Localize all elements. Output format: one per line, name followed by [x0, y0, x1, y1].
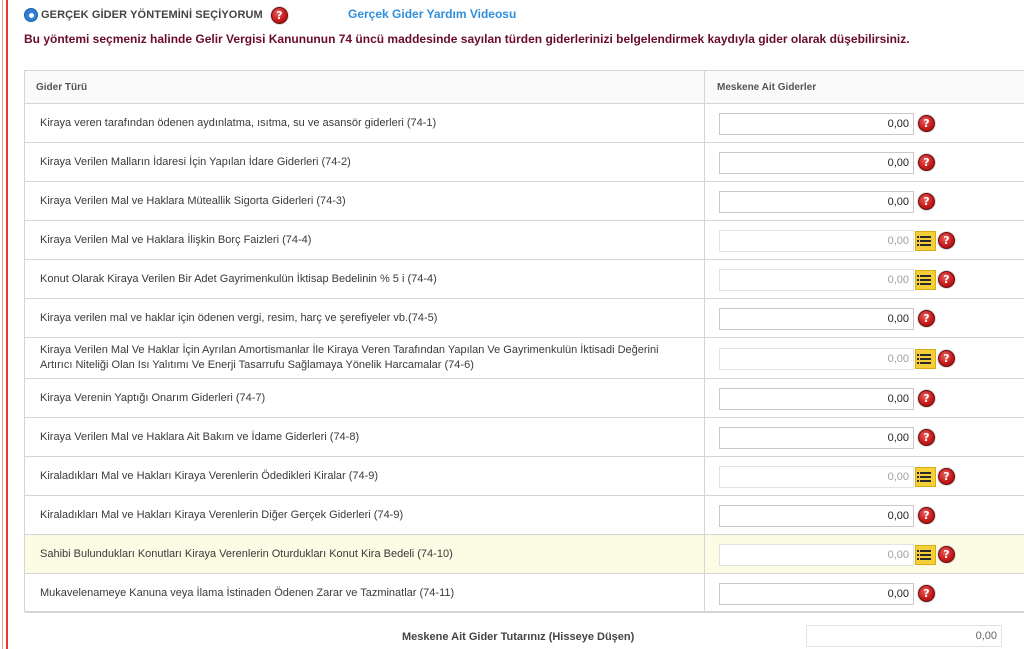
question-icon[interactable]: ?: [918, 154, 935, 171]
help-video-link[interactable]: Gerçek Gider Yardım Videosu: [348, 7, 517, 21]
amount-input[interactable]: [719, 113, 914, 135]
row-label: Sahibi Bulundukları Konutları Kiraya Verenlerin Oturdukları Konut Kira Bedeli (74-10): [40, 547, 453, 560]
question-icon[interactable]: ?: [918, 193, 935, 210]
question-icon[interactable]: ?: [938, 468, 955, 485]
table-row: [25, 418, 1024, 457]
method-header: [24, 5, 288, 25]
question-icon[interactable]: ?: [918, 585, 935, 602]
amount-input: [719, 269, 914, 291]
amount-input[interactable]: [719, 191, 914, 213]
row-label: Konut Olarak Kiraya Verilen Bir Adet Gayrimenkulün İktisap Bedelinin % 5 i (74-4): [40, 272, 437, 285]
table-row: [25, 104, 1024, 143]
list-icon[interactable]: [915, 270, 936, 290]
amount-input: [719, 466, 914, 488]
method-description: Bu yöntemi seçmeniz halinde Gelir Vergisi Kanununun 74 üncü maddesinde sayılan türden giderlerinizi belgelendirmek kaydıyla gider olarak düşebilirsiniz.: [24, 32, 910, 46]
table-row: [25, 457, 1024, 496]
amount-input[interactable]: [719, 308, 914, 330]
header-home-expenses: Meskene Ait Giderler: [717, 82, 817, 93]
amount-input: [719, 230, 914, 252]
table-row: [25, 574, 1024, 613]
row-label: Kiraya Verilen Malların İdaresi İçin Yapılan İdare Giderleri (74-2): [40, 155, 351, 168]
question-icon[interactable]: ?: [938, 271, 955, 288]
amount-input: [719, 348, 914, 370]
question-icon[interactable]: ?: [918, 507, 935, 524]
table-row: [25, 182, 1024, 221]
row-label: Mukavelenameye Kanuna veya İlama İstinaden Ödenen Zarar ve Tazminatlar (74-11): [40, 586, 455, 599]
list-icon[interactable]: [915, 231, 936, 251]
amount-input: [719, 544, 914, 566]
question-icon[interactable]: ?: [938, 350, 955, 367]
list-icon[interactable]: [915, 545, 936, 565]
row-label: Kiraya Verenin Yaptığı Onarım Giderleri (74-7): [40, 391, 266, 404]
total-amount-field: [806, 625, 1002, 647]
list-icon[interactable]: [915, 349, 936, 369]
row-label: Kiraya Verilen Mal ve Haklara Ait Bakım ve İdame Giderleri (74-8): [40, 430, 360, 443]
row-label: Kiraya Verilen Mal ve Haklara Müteallik Sigorta Giderleri (74-3): [40, 194, 346, 207]
row-label: Kiraya Verilen Mal Ve Haklar İçin Ayrılan Amortismanlar İle Kiraya Veren Tarafından Yapılan Ve Gayrimenkulün İktisadi Değerini Artırıcı Niteliği Olan Isı Yalıtımı Ve Enerji Tasarrufu Sağlamaya Yönelik Harcamalar (74-6): [40, 344, 659, 371]
left-border-rule: [0, 0, 8, 649]
table-row: [25, 379, 1024, 418]
list-icon[interactable]: [915, 467, 936, 487]
question-icon[interactable]: ?: [918, 390, 935, 407]
method-label: GERÇEK GİDER YÖNTEMİNİ SEÇİYORUM: [41, 9, 263, 21]
table-row: [25, 143, 1024, 182]
amount-input[interactable]: [719, 427, 914, 449]
table-row: [25, 299, 1024, 338]
row-label: Kiraladıkları Mal ve Hakları Kiraya Verenlerin Diğer Gerçek Giderleri (74-9): [40, 508, 404, 521]
header-expense-type: Gider Türü: [36, 82, 88, 93]
row-label: Kiraya verilen mal ve haklar için ödenen vergi, resim, harç ve şerefiyeler vb.(74-5): [40, 311, 438, 324]
table-header: [25, 71, 1024, 104]
column-divider: [704, 71, 705, 611]
question-icon[interactable]: ?: [918, 115, 935, 132]
question-icon[interactable]: ?: [918, 310, 935, 327]
amount-input[interactable]: [719, 583, 914, 605]
row-label: Kiraya Verilen Mal ve Haklara İlişkin Borç Faizleri (74-4): [40, 233, 312, 246]
table-row: [25, 338, 1024, 379]
table-row: [25, 221, 1024, 260]
table-row: [25, 260, 1024, 299]
table-row: [25, 535, 1024, 574]
question-icon[interactable]: ?: [938, 546, 955, 563]
row-label: Kiraya veren tarafından ödenen aydınlatma, ısıtma, su ve asansör giderleri (74-1): [40, 116, 437, 129]
question-icon[interactable]: ?: [918, 429, 935, 446]
expense-table: [24, 70, 1024, 612]
amount-input[interactable]: [719, 505, 914, 527]
amount-input[interactable]: [719, 152, 914, 174]
table-row: [25, 496, 1024, 535]
method-radio-button[interactable]: [24, 8, 38, 22]
row-label: Kiraladıkları Mal ve Hakları Kiraya Verenlerin Ödedikleri Kiralar (74-9): [40, 469, 379, 482]
question-icon[interactable]: ?: [938, 232, 955, 249]
total-label: Meskene Ait Gider Tutarınız (Hisseye Düşen): [402, 631, 635, 643]
question-icon[interactable]: ?: [271, 7, 288, 24]
amount-input[interactable]: [719, 388, 914, 410]
